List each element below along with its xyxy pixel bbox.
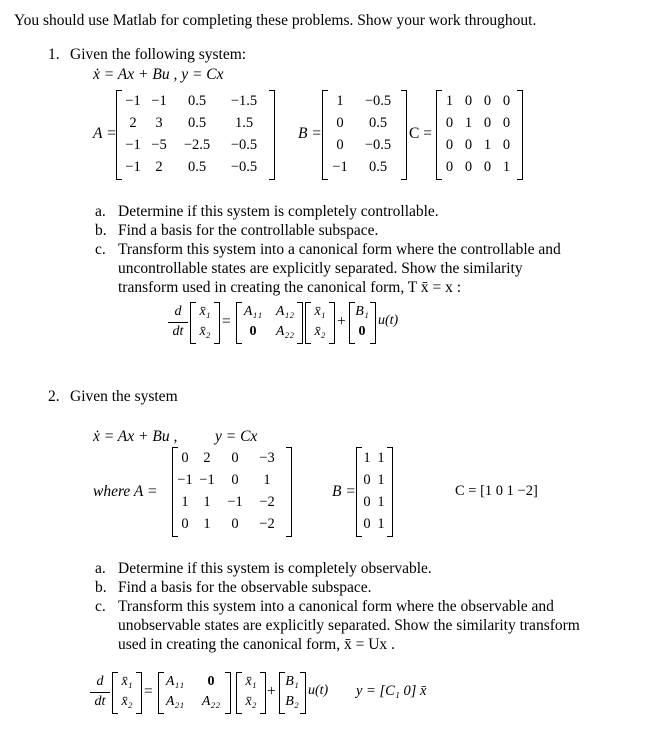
p1-canon-bracket [329,302,335,344]
p1-C-cell: 0 [464,159,473,175]
p1-B-label: B = [298,125,322,142]
p2-A-cell: −1 [199,472,215,488]
p2-canon-fraction-line [90,692,110,693]
p2-b-marker: b. [95,579,107,596]
p2-B-cell: 0 [363,494,371,510]
p1-canon-bracket [214,302,220,344]
p2-A-cell: 2 [203,450,211,466]
p2-A-cell: −1 [177,472,193,488]
p2-canon-bracket [136,672,142,714]
p2-A-cell: −2 [259,494,275,510]
p2-canon-zero: 0 [207,674,215,689]
p1-A-cell: −5 [151,137,167,153]
p1-a-text: Determine if this system is completely controllable. [118,203,439,220]
p1-A-cell: 0.5 [187,159,207,175]
p1-A-cell: 2 [129,115,137,131]
p2-A-cell: 1 [263,472,271,488]
p1-canon-x1b: x̄₁ [314,304,326,319]
p1-A-right-bracket [269,90,275,180]
p1-canon-x1: x̄₁ [199,304,211,319]
p1-A-cell: 3 [155,115,163,131]
p2-canon-x2b: x̄₂ [245,694,257,709]
p2-B-cell: 1 [363,450,371,466]
p2-a-text: Determine if this system is completely observable. [118,560,432,577]
p2-A-cell: 0 [231,450,239,466]
p1-B-cell: −0.5 [364,137,392,153]
p2-canon-equals: = [144,683,153,700]
p2-B-cell: 1 [377,494,385,510]
p1-B-right-bracket [401,90,407,180]
p1-B-cell: 0 [336,137,344,153]
p1-A-cell: −1 [125,159,141,175]
p1-C-cell: 1 [445,93,454,109]
p2-c-text-line2: unobservable states are explicitly separated. Show the similarity transform [118,617,580,634]
p1-B-cell: 0.5 [368,159,388,175]
p1-B-cell: −1 [332,159,348,175]
p1-c-marker: c. [95,241,106,258]
p1-C-cell: 1 [483,137,492,153]
p2-canon-bracket [225,672,231,714]
p1-canon-x2: x̄₂ [199,324,211,339]
p2-B-matrix [360,447,388,535]
p2-canon-B2: B₂ [285,694,299,709]
p1-A-cell: −1.5 [230,93,258,109]
p1-A-cell: −1 [125,137,141,153]
p2-B-cell: 0 [363,516,371,532]
p2-A-cell: 1 [203,494,211,510]
p2-canon-A11: A₁₁ [165,674,185,689]
p2-A-matrix [176,447,284,535]
p1-B-cell: −0.5 [364,93,392,109]
p1-C-cell: 0 [502,93,511,109]
p1-B-matrix [326,90,402,178]
p2-A-cell: 0 [181,516,189,532]
problem1-equation: ẋ = Ax + Bu , y = Cx [93,66,224,83]
p2-B-cell: 1 [377,450,385,466]
problem2-number: 2. [48,388,60,405]
p1-canon-dt: dt [172,324,184,339]
p2-canon-A21: A₂₁ [165,694,185,709]
p1-A-cell: −2.5 [183,137,211,153]
p1-A-matrix [122,90,268,178]
p2-c-text-line1: Transform this system into a canonical form where the observable and [118,598,554,615]
p1-B-cell: 1 [336,93,344,109]
p1-canon-A22: A₂₂ [275,324,295,339]
p2-canon-dt: dt [94,694,106,709]
p2-C-row: C = [1 0 1 −2] [455,483,538,499]
p2-A-cell: −2 [259,516,275,532]
p1-C-matrix [440,90,516,178]
p1-canon-A11: A₁₁ [243,304,263,319]
p2-canon-x1: x̄₁ [121,674,133,689]
p1-A-cell: 2 [155,159,163,175]
p1-b-marker: b. [95,222,107,239]
p1-canon-x2b: x̄₂ [314,324,326,339]
problem2-equation1: ẋ = Ax + Bu , [93,428,178,445]
p2-b-text: Find a basis for the observable subspace. [118,579,372,596]
p1-C-cell: 0 [464,137,473,153]
p1-A-cell: −1 [151,93,167,109]
intro-text: You should use Matlab for completing these problems. Show your work throughout. [14,12,537,29]
problem2-lead: Given the system [70,388,178,405]
p2-A-cell: 1 [203,516,211,532]
problem1-lead: Given the following system: [70,46,247,63]
p2-A-cell: 0 [231,516,239,532]
p1-C-cell: 0 [483,93,492,109]
p1-c-text-line2: uncontrollable states are explicitly separated. Show the similarity [118,260,523,277]
p1-A-cell: 1.5 [234,115,254,131]
p1-C-cell: 0 [502,115,511,131]
p1-canon-bracket [370,302,376,344]
p2-canon-plus: + [267,683,276,700]
p1-B-cell: 0 [336,115,344,131]
p1-A-cell: 0.5 [187,115,207,131]
p2-a-marker: a. [95,560,106,577]
p1-a-marker: a. [95,203,106,220]
p1-C-right-bracket [517,90,523,180]
p2-B-cell: 1 [377,516,385,532]
p2-B-cell: 0 [363,472,371,488]
p1-canon-A12: A₁₂ [275,304,295,319]
p1-A-cell: −1 [125,93,141,109]
p1-canon-equals: = [222,313,231,330]
p1-C-cell: 0 [502,137,511,153]
p1-c-text-line3: transform used in creating the canonical form, T x̄ = x : [118,279,462,296]
problem2-equation2: y = Cx [215,428,258,445]
p2-A-cell: −1 [227,494,243,510]
problem1-number: 1. [48,46,60,63]
p2-A-cell: 1 [181,494,189,510]
p1-C-cell: 0 [483,115,492,131]
p2-A-right-bracket [286,447,292,537]
p1-canon-zero: 0 [249,324,257,339]
p2-canon-d: d [96,674,104,689]
p2-B-cell: 1 [377,472,385,488]
p1-A-label: A = [93,125,117,142]
p2-B-label: B = [332,483,356,500]
p1-B-cell: 0.5 [368,115,388,131]
p2-canon-output: y = [C₁ 0] x̄ [356,683,427,699]
p1-canon-d: d [174,304,182,319]
p2-canon-bracket [260,672,266,714]
p2-A-cell: 0 [231,472,239,488]
p1-C-cell: 0 [445,137,454,153]
p1-canon-bracket [297,302,303,344]
p1-c-text-line1: Transform this system into a canonical form where the controllable and [118,241,561,258]
p1-A-cell: −0.5 [230,159,258,175]
p2-canon-bracket [300,672,306,714]
p2-A-cell: −3 [259,450,275,466]
p1-C-cell: 0 [483,159,492,175]
p1-C-cell: 0 [445,159,454,175]
p1-C-cell: 0 [464,93,473,109]
p2-c-marker: c. [95,598,106,615]
p2-B-right-bracket [387,447,393,537]
p2-canon-x2: x̄₂ [121,694,133,709]
p1-C-cell: 0 [445,115,454,131]
p1-b-text: Find a basis for the controllable subspace. [118,222,379,239]
p1-C-label: C = [409,125,432,142]
p1-canon-u: u(t) [378,313,399,328]
p2-canon-B1: B₁ [285,674,299,689]
p1-C-cell: 1 [464,115,473,131]
p2-A-cell: 0 [181,450,189,466]
p2-c-text-line3: used in creating the canonical form, x̄ = Ux . [118,636,395,653]
p2-canon-x1b: x̄₁ [245,674,257,689]
p2-A-label: where A = [93,483,158,500]
p1-canon-fraction-line [168,322,188,323]
p2-canon-A22: A₂₂ [201,694,221,709]
p1-C-cell: 1 [502,159,511,175]
p1-canon-zero2: 0 [358,324,366,339]
p1-canon-plus: + [337,313,346,330]
p2-canon-u: u(t) [308,683,329,698]
p1-A-cell: −0.5 [230,137,258,153]
p1-A-cell: 0.5 [187,93,207,109]
p1-canon-B1: B₁ [355,304,369,319]
